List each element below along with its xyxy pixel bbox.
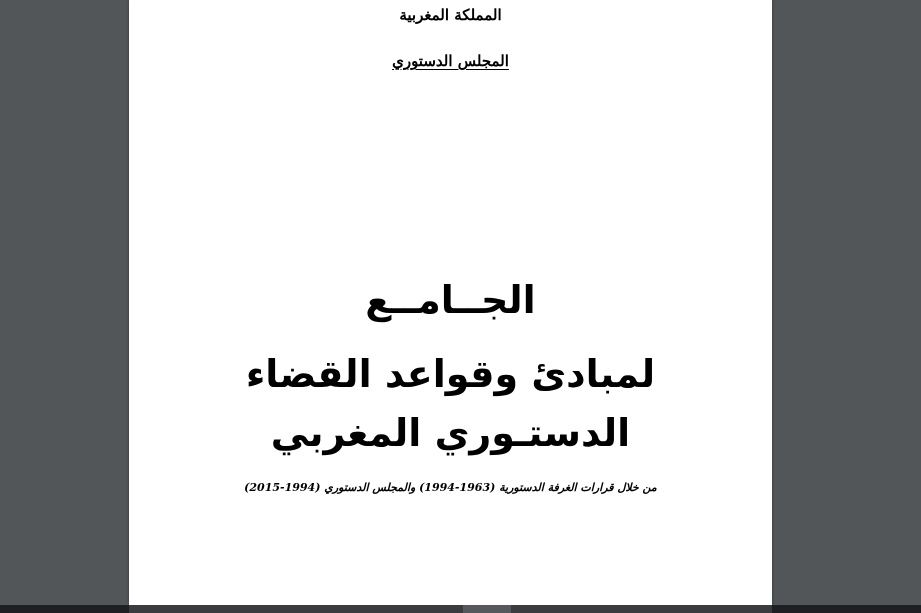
title-line-2: لمبادئ وقواعد القضاء [245,352,656,396]
subtitle: من خلال قرارات الغرفة الدستورية (1963-1994) والمجلس الدستوري (1994-2015) [244,481,657,494]
kingdom-heading: المملكة المغربية [399,6,502,24]
council-heading: المجلس الدستوري [392,52,509,70]
horizontal-scrollbar[interactable] [0,605,921,613]
document-page [129,0,772,605]
scrollbar-track-segment [129,605,463,613]
scrollbar-track-segment [511,605,772,613]
title-line-3: الدستـوري المغربي [270,411,631,455]
title-line-1: الجــامــع [365,278,536,322]
scrollbar-thumb[interactable] [463,605,511,613]
